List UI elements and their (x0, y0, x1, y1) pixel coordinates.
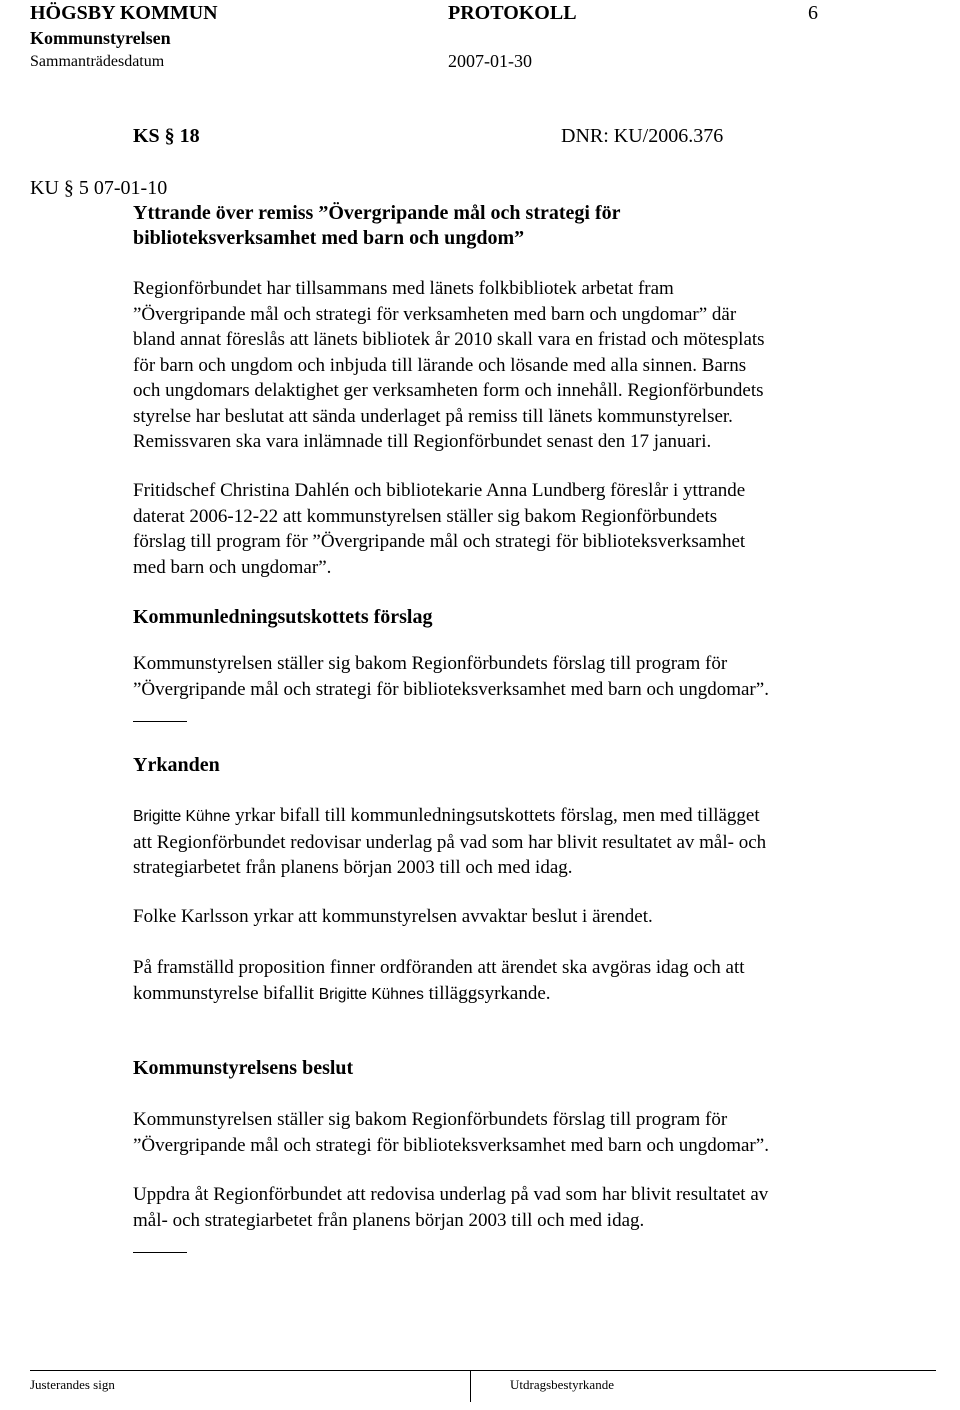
commission-paragraph (133, 1182, 933, 1233)
committee-name: Kommunstyrelsen (30, 28, 171, 48)
motion-text: yrkar bifall till kommunledningsutskottets förslag, men med tillägget (230, 805, 760, 826)
item-title (133, 201, 933, 251)
page-number: 6 (808, 2, 818, 24)
paragraph-line: daterat 2006-12-22 att kommunstyrelsen ställer sig bakom Regionförbundets (133, 505, 718, 527)
paragraph-line: På framställd proposition finner ordföranden att ärendet ska avgöras idag och att (133, 957, 745, 978)
paragraph-line: mål- och strategiarbetet från planens början 2003 till och med idag. (133, 1209, 645, 1231)
paragraph-line: Remissvaren ska vara inlämnade till Regionförbundet senast den 17 januari. (133, 431, 712, 452)
proposal-paragraph (133, 478, 933, 580)
committee-proposal-text (133, 651, 933, 702)
paragraph-line: styrelse har beslutat att sända underlaget på remiss till länets kommunstyrelser. (133, 405, 733, 427)
proposition-paragraph (133, 955, 933, 1007)
document-type: PROTOKOLL (448, 2, 577, 24)
paragraph-line (133, 803, 933, 830)
paragraph-line: för barn och ungdom och inbjuda till lärande och lösande med alla sinnen. Barns (133, 354, 747, 376)
paragraph-line: att Regionförbundet redovisar underlag på vad som har blivit resultatet av mål- och (133, 831, 767, 853)
diary-number: DNR: KU/2006.376 (561, 125, 724, 147)
decision-heading: Kommunstyrelsens beslut (133, 1057, 354, 1079)
municipality-name: HÖGSBY KOMMUN (30, 2, 218, 24)
signature-label: Justerandes sign (30, 1377, 115, 1392)
paragraph-line: Kommunstyrelsen ställer sig bakom Regionförbundets förslag till program för (133, 653, 728, 674)
paragraph-line: Regionförbundet har tillsammans med länets folkbibliotek arbetat fram (133, 278, 674, 299)
second-motion (133, 904, 933, 930)
proposition-member-name: Brigitte Kühnes (318, 985, 424, 1003)
motion-paragraph (133, 803, 933, 881)
footer-rule (30, 1370, 936, 1371)
decision-paragraph (133, 1107, 933, 1158)
motion-member-name: Brigitte Kühne (133, 808, 231, 825)
paragraph-line (133, 981, 933, 1008)
paragraph-line: med barn och ungdomar”. (133, 556, 332, 578)
item-title-line: Yttrande över remiss ”Övergripande mål och strategi för (133, 202, 621, 224)
paragraph-line: Uppdra åt Regionförbundet att redovisa underlag på vad som har blivit resultatet av (133, 1184, 769, 1205)
paragraph-line: strategiarbetet från planens början 2003 till och med idag. (133, 857, 573, 878)
separator-line (133, 721, 187, 722)
ku-paragraph-ref: KU § 5 07-01-10 (30, 177, 168, 199)
paragraph-line: bland annat föreslås att länets bibliotek år 2010 skall vara en fristad och mötesplats (133, 329, 765, 350)
item-title-line: biblioteksverksamhet med barn och ungdom” (133, 227, 525, 249)
intro-paragraph (133, 276, 933, 455)
meeting-date-label: Sammanträdesdatum (30, 53, 165, 70)
paragraph-line: Folke Karlsson yrkar att kommunstyrelsen avvaktar beslut i ärendet. (133, 906, 653, 927)
paragraph-line: ”Övergripande mål och strategi för biblioteksverksamhet med barn och ungdomar”. (133, 1134, 769, 1156)
separator-line (133, 1252, 187, 1253)
paragraph-line: ”Övergripande mål och strategi för biblioteksverksamhet med barn och ungdomar”. (133, 678, 769, 700)
proposition-text: tilläggsyrkande. (423, 982, 551, 1004)
proposition-text: kommunstyrelse bifallit (133, 982, 319, 1004)
paragraph-line: förslag till program för ”Övergripande mål och strategi för biblioteksverksamhet (133, 531, 746, 552)
paragraph-line: ”Övergripande mål och strategi för verksamheten med barn och ungdomar” där (133, 303, 737, 325)
meeting-date-value: 2007-01-30 (448, 51, 532, 71)
paragraph-line: Kommunstyrelsen ställer sig bakom Regionförbundets förslag till program för (133, 1109, 728, 1130)
committee-proposal-heading: Kommunledningsutskottets förslag (133, 606, 433, 628)
footer-divider (470, 1370, 471, 1402)
paragraph-line: och ungdomars delaktighet ger verksamheten form och innehåll. Regionförbundets (133, 380, 764, 401)
paragraph-line: Fritidschef Christina Dahlén och bibliotekarie Anna Lundberg föreslår i yttrande (133, 480, 746, 501)
motions-heading: Yrkanden (133, 754, 220, 776)
extract-certification-label: Utdragsbestyrkande (510, 1377, 614, 1392)
ks-paragraph-ref: KS § 18 (133, 125, 200, 147)
